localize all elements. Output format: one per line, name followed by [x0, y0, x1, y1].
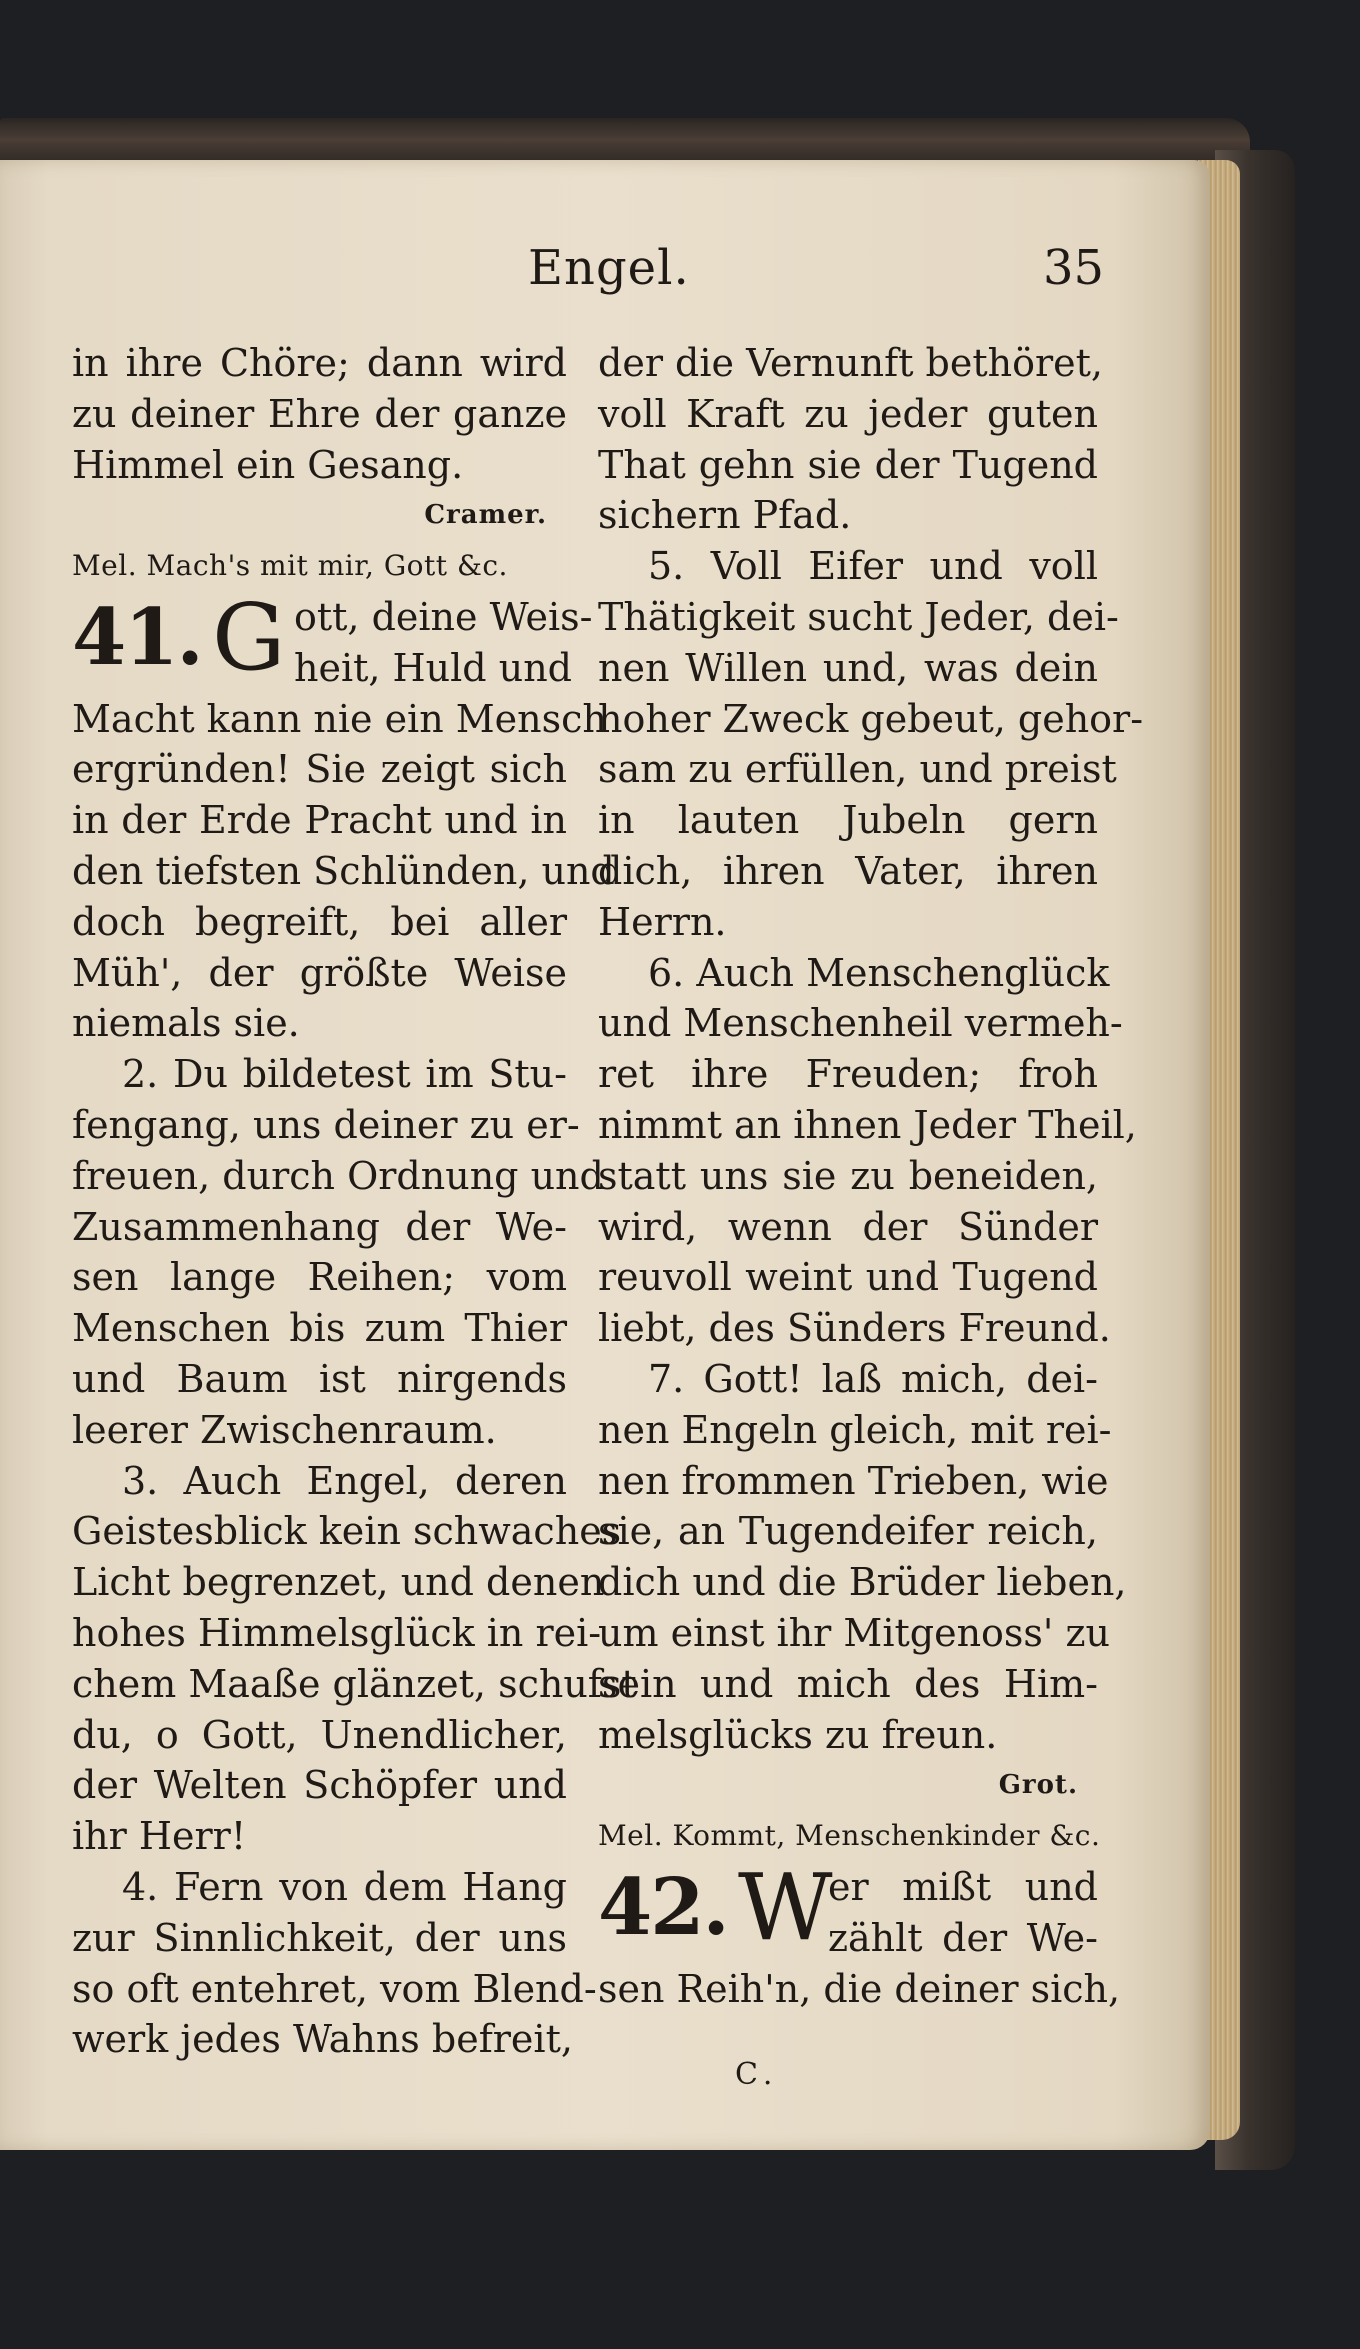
text-line: That gehn sie der Tugend — [598, 442, 1098, 487]
text-line: den tiefsten Schlünden, und — [72, 848, 615, 893]
text-line: freuen, durch Ordnung und — [72, 1153, 604, 1198]
text-line: sam zu erfüllen, und preist — [598, 747, 1117, 792]
text-line: zählt der We- — [828, 1915, 1098, 1960]
text-line: 2. Du bildetest im Stu- — [122, 1052, 567, 1097]
text-line: leerer Zwischenraum. — [72, 1407, 497, 1452]
text-line: Macht kann nie ein Mensch — [72, 696, 607, 741]
text-line: sie, an Tugendeifer reich, — [598, 1509, 1098, 1554]
text-line: fengang, uns deiner zu er- — [72, 1102, 580, 1147]
text-line: in ihre Chöre; dann wird — [72, 341, 567, 385]
hymn-author: Grot. — [998, 1770, 1078, 1801]
hymn-number: 42. — [598, 1861, 728, 1953]
text-line: hohes Himmelsglück in rei- — [72, 1610, 602, 1655]
hymn-heading — [598, 1853, 1098, 1964]
book-cover-top — [0, 118, 1250, 166]
text-line: nen frommen Trieben, wie — [598, 1458, 1109, 1503]
text-line: ergründen! Sie zeigt sich — [72, 747, 567, 792]
hymn-author: Cramer. — [424, 500, 547, 531]
text-line: wird, wenn der Sünder — [598, 1204, 1098, 1249]
text-line: statt uns sie zu beneiden, — [598, 1153, 1098, 1198]
text-line: ihr Herr! — [72, 1814, 247, 1859]
text-line: 3. Auch Engel, deren — [122, 1458, 567, 1503]
running-head: Engel. — [528, 240, 690, 296]
melody-note: Mel. Kommt, Menschenkinder &c. — [598, 1819, 1101, 1853]
text-line: und Menschenheil vermeh- — [598, 1001, 1123, 1046]
text-line: nen Willen und, was dein — [598, 645, 1098, 690]
left-column — [72, 338, 637, 2065]
text-line: dich und die Brüder lieben, — [598, 1560, 1127, 1605]
text-line: niemals sie. — [72, 1001, 300, 1046]
text-line: 4. Fern von dem Hang — [122, 1864, 567, 1909]
text-line: Licht begrenzet, und denen — [72, 1560, 605, 1605]
text-line: Herrn. — [598, 899, 727, 944]
signature-mark: C. — [735, 2057, 779, 2092]
text-line: melsglücks zu freun. — [598, 1712, 998, 1757]
text-line: voll Kraft zu jeder guten — [598, 391, 1098, 436]
text-line: zur Sinnlichkeit, der uns — [72, 1915, 567, 1960]
hymn-heading — [72, 583, 593, 694]
text-line: chem Maaße glänzet, schufst — [72, 1661, 637, 1706]
text-line: zu deiner Ehre der ganze — [72, 391, 567, 436]
text-line: und Baum ist nirgends — [72, 1356, 567, 1401]
text-line: so oft entehret, vom Blend- — [72, 1966, 597, 2011]
text-line: Himmel ein Gesang. — [72, 442, 464, 487]
text-line: sein und mich des Him- — [598, 1661, 1098, 1706]
page-content — [0, 160, 1210, 2150]
text-line: nen Engeln gleich, mit rei- — [598, 1407, 1112, 1452]
book-page — [0, 160, 1210, 2150]
hymn-number: 41. — [72, 591, 202, 683]
text-line: ret ihre Freuden; froh — [598, 1052, 1098, 1097]
text-line: liebt, des Sünders Freund. — [598, 1306, 1111, 1351]
text-line: der die Vernunft bethöret, — [598, 341, 1103, 385]
text-line: Zusammenhang der We- — [72, 1204, 567, 1249]
text-line: Menschen bis zum Thier — [72, 1306, 567, 1351]
text-line: ott, deine Weis- — [294, 594, 593, 639]
text-line: in der Erde Pracht und in — [72, 798, 567, 843]
text-line: reuvoll weint und Tugend — [598, 1255, 1098, 1300]
text-line: er mißt und — [828, 1864, 1098, 1909]
text-line: dich, ihren Vater, ihren — [598, 848, 1098, 893]
text-line: 6. Auch Menschenglück — [648, 950, 1110, 995]
drop-cap-initial: G — [212, 583, 286, 691]
text-line: Geistesblick kein schwaches — [72, 1509, 622, 1554]
text-line: nimmt an ihnen Jeder Theil, — [598, 1102, 1137, 1147]
text-line: heit, Huld und — [294, 645, 572, 690]
right-column — [598, 338, 1144, 2014]
text-line: 7. Gott! laß mich, dei- — [648, 1356, 1098, 1401]
text-line: sichern Pfad. — [598, 493, 852, 538]
text-line: Thätigkeit sucht Jeder, dei- — [598, 594, 1119, 639]
text-line: doch begreift, bei aller — [72, 899, 567, 944]
text-line: 5. Voll Eifer und voll — [648, 544, 1098, 589]
text-line: sen Reih'n, die deiner sich, — [598, 1966, 1121, 2011]
text-line: werk jedes Wahns befreit, — [72, 2017, 573, 2062]
text-line: du, o Gott, Unendlicher, — [72, 1712, 567, 1757]
page-number: 35 — [1043, 240, 1105, 296]
drop-cap-initial: W — [738, 1853, 833, 1961]
text-line: um einst ihr Mitgenoss' zu — [598, 1610, 1110, 1655]
text-line: Müh', der größte Weise — [72, 950, 567, 995]
text-line: hoher Zweck gebeut, gehor- — [598, 696, 1144, 741]
text-line: in lauten Jubeln gern — [598, 798, 1098, 843]
melody-note: Mel. Mach's mit mir, Gott &c. — [72, 549, 508, 583]
text-line: sen lange Reihen; vom — [72, 1255, 567, 1300]
text-line: der Welten Schöpfer und — [72, 1763, 567, 1808]
